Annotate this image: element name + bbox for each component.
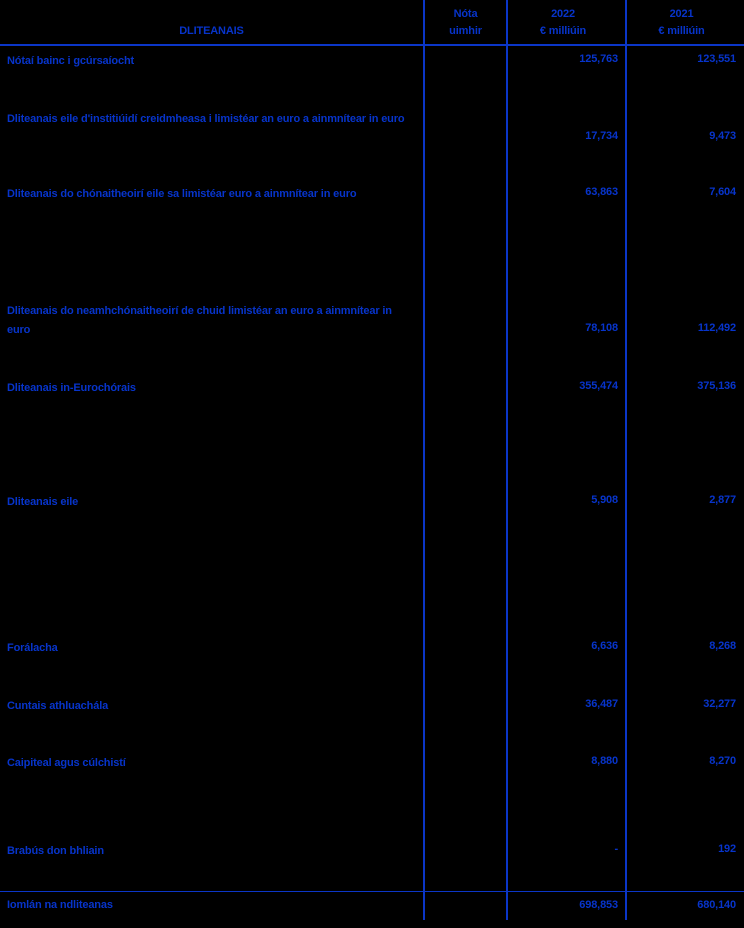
header-note-line1: Nóta <box>453 8 478 20</box>
value-2022: 125,763 <box>508 46 627 104</box>
note-cell <box>425 46 508 104</box>
table-row <box>0 179 744 296</box>
table-row <box>0 836 744 891</box>
row-label: Dliteanais do chónaitheoirí eile sa limistéar euro a ainmnítear in euro <box>0 179 425 296</box>
table-total-row <box>0 891 744 920</box>
total-value-2022: 698,853 <box>508 892 627 920</box>
table-row <box>0 487 744 633</box>
note-cell <box>425 179 508 296</box>
value-2022: 63,863 <box>508 179 627 296</box>
value-2022: 78,108 <box>508 296 627 373</box>
bottom-margin <box>0 920 744 928</box>
header-2021-year: 2021 <box>669 8 694 20</box>
table-row <box>0 373 744 487</box>
header-2022-unit: € milliúin <box>539 25 587 37</box>
header-note-number <box>425 0 508 44</box>
note-cell <box>425 691 508 748</box>
row-label: Dliteanais eile d'institiúidí creidmheasa i limistéar an euro a ainmnítear in euro <box>0 104 425 179</box>
value-2022: 6,636 <box>508 633 627 691</box>
header-year-2022 <box>508 0 627 44</box>
note-cell <box>425 104 508 179</box>
row-label: Forálacha <box>0 633 425 691</box>
header-year-2021 <box>627 0 744 44</box>
table-row <box>0 633 744 691</box>
row-label: Dliteanais in-Eurochórais <box>0 373 425 487</box>
value-2021: 112,492 <box>697 322 736 334</box>
table-row <box>0 104 744 179</box>
row-label: Caipiteal agus cúlchistí <box>0 748 425 836</box>
value-2022: 5,908 <box>508 487 627 633</box>
header-liabilities: DLITEANAIS <box>0 0 425 44</box>
value-2021: 192 <box>718 843 736 855</box>
table-header-row <box>0 0 744 46</box>
value-2021: 8,268 <box>709 640 736 652</box>
note-cell <box>425 748 508 836</box>
value-2022: 36,487 <box>508 691 627 748</box>
value-2021: 32,277 <box>703 698 736 710</box>
row-label: Nótaí bainc i gcúrsaíocht <box>0 46 425 104</box>
row-label: Cuntais athluachála <box>0 691 425 748</box>
table-row <box>0 691 744 748</box>
note-cell <box>425 373 508 487</box>
table-row <box>0 296 744 373</box>
value-2021: 123,551 <box>697 53 736 65</box>
value-2022: - <box>508 836 627 891</box>
header-note-line2: uimhir <box>449 25 482 37</box>
header-2022-year: 2022 <box>551 8 575 20</box>
value-2022: 17,734 <box>508 104 627 179</box>
note-cell <box>425 836 508 891</box>
table-row <box>0 46 744 104</box>
note-cell <box>425 487 508 633</box>
value-2021: 2,877 <box>709 494 736 506</box>
row-label: Dliteanais do neamhchónaitheoirí de chuid limistéar an euro a ainmnítear in euro <box>0 296 425 373</box>
value-2021: 7,604 <box>709 186 736 198</box>
value-2021: 9,473 <box>709 130 736 142</box>
value-2021: 375,136 <box>697 380 736 392</box>
total-label: Iomlán na ndliteanas <box>0 892 425 920</box>
row-label: Brabús don bhliain <box>0 836 425 891</box>
value-2022: 355,474 <box>508 373 627 487</box>
note-cell <box>425 892 508 920</box>
value-2021: 8,270 <box>709 755 736 767</box>
value-2022: 8,880 <box>508 748 627 836</box>
total-value-2021: 680,140 <box>697 899 736 911</box>
note-cell <box>425 296 508 373</box>
header-2021-unit: € milliúin <box>658 25 705 37</box>
note-cell <box>425 633 508 691</box>
row-label: Dliteanais eile <box>0 487 425 633</box>
table-row <box>0 748 744 836</box>
